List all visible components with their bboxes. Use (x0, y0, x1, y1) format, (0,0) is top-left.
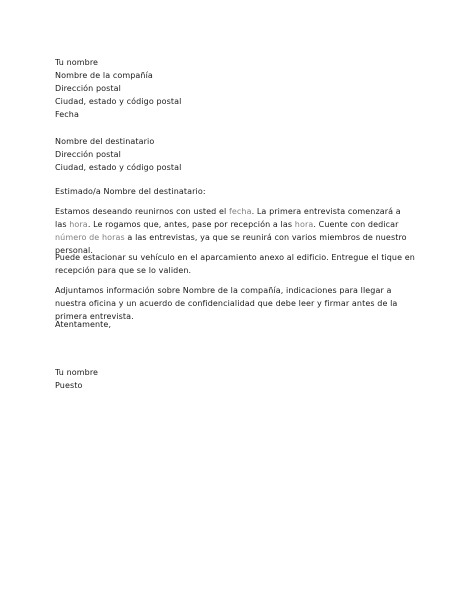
sender-address: Dirección postal (55, 84, 121, 93)
p1-text-5: a las entrevistas, ya que se reunirá con varios miembros de nuestro personal. (55, 233, 407, 255)
sender-company: Nombre de la compañía (55, 71, 153, 80)
p1-text-2: . La primera entrevista comenzará a las (55, 207, 401, 229)
signature-name: Tu nombre (55, 368, 99, 377)
recipient-city: Ciudad, estado y código postal (55, 163, 182, 172)
paragraph-parking: Puede estacionar su vehículo en el aparcamiento anexo al edificio. Entregue el tique en recepción para que se lo validen. (55, 253, 415, 275)
signature-title: Puesto (55, 381, 83, 390)
recipient-address: Dirección postal (55, 150, 121, 159)
p1-text-3: . Le rogamos que, antes, pase por recepción a las (87, 220, 295, 229)
sender-block (55, 56, 415, 121)
letter-date: Fecha (55, 110, 79, 119)
recipient-block (55, 135, 415, 174)
p1-text-1: Estamos deseando reunirnos con usted el (55, 207, 229, 216)
sender-city: Ciudad, estado y código postal (55, 97, 182, 106)
p1-text-4: . Cuente con dedicar (313, 220, 399, 229)
placeholder-time-1: hora (69, 220, 88, 229)
placeholder-time-2: hora (294, 220, 314, 229)
recipient-name: Nombre del destinatario (55, 137, 155, 146)
signature-block (55, 366, 415, 392)
closing: Atentamente, (55, 320, 112, 329)
greeting: Estimado/a Nombre del destinatario: (55, 187, 206, 196)
paragraph-interview (55, 205, 415, 257)
placeholder-hours: número de horas (55, 233, 125, 242)
paragraph-attachments: Adjuntamos información sobre Nombre de la compañía, indicaciones para llegar a nuestra oficina y un acuerdo de confidencialidad que debe leer y firmar antes de la primera entrevista. (55, 286, 398, 321)
sender-name: Tu nombre (55, 58, 99, 67)
placeholder-date: fecha (228, 207, 252, 216)
